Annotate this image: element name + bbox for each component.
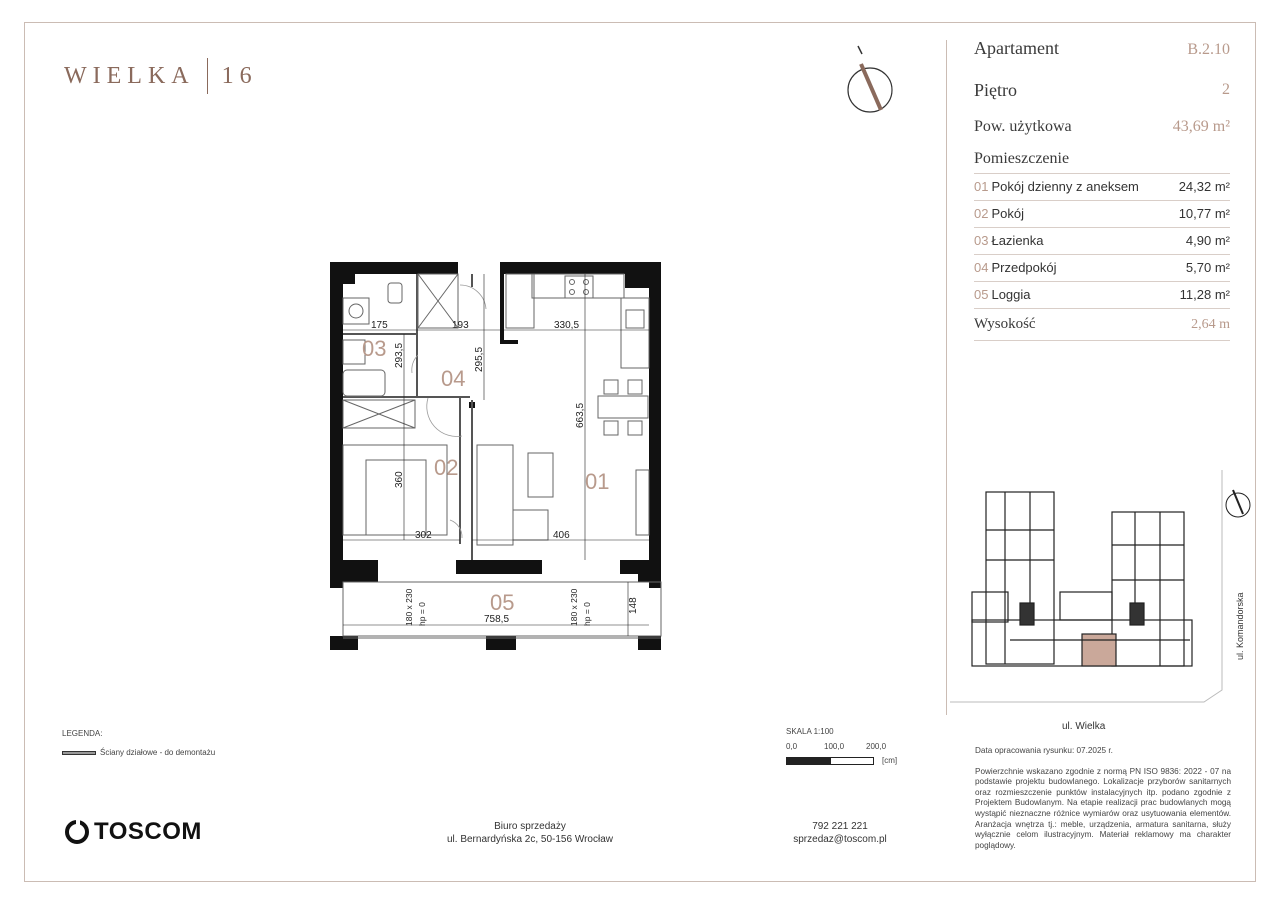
area-label: Pow. użytkowa bbox=[974, 118, 1072, 135]
door-size-label: 180 x 230 bbox=[404, 588, 414, 626]
sales-office bbox=[420, 820, 640, 846]
room-number: 05 bbox=[974, 287, 989, 302]
brand-number: 16 bbox=[221, 62, 258, 89]
room-area: 11,28 m² bbox=[1179, 287, 1230, 302]
dim-label: 293,5 bbox=[394, 342, 405, 368]
area-value: 43,69 m² bbox=[1172, 118, 1230, 135]
street-label-bottom: ul. Wielka bbox=[1062, 721, 1106, 732]
room-label-05: 05 bbox=[490, 590, 515, 615]
dim-label: 360 bbox=[394, 471, 405, 488]
door-swings bbox=[412, 285, 486, 538]
room-number: 03 bbox=[974, 233, 989, 248]
apartment-highlight bbox=[1082, 634, 1116, 666]
legend-swatch bbox=[62, 751, 96, 755]
scale-tick: 200,0 bbox=[866, 742, 887, 751]
dim-label: 663,5 bbox=[575, 402, 586, 428]
door-threshold-label: hp = 0 bbox=[582, 602, 592, 626]
scale-graphic bbox=[786, 756, 916, 765]
height-value: 2,64 m bbox=[1191, 316, 1230, 332]
room-label-04: 04 bbox=[441, 366, 466, 391]
notes bbox=[975, 746, 1231, 851]
brand-name: WIELKA bbox=[64, 62, 195, 89]
dim-label: 330,5 bbox=[554, 320, 580, 331]
dim-label: 302 bbox=[415, 530, 432, 541]
scale-title: SKALA 1:100 bbox=[786, 727, 834, 736]
street-label-right: ul. Komandorska bbox=[1235, 592, 1245, 660]
door-threshold-label: hp = 0 bbox=[417, 602, 427, 626]
dim-label: 175 bbox=[371, 320, 388, 331]
room-name: Pokój bbox=[991, 206, 1024, 221]
disclaimer: Powierzchnie wskazano zgodnie z normą PN ISO 9836: 2022 - 07 na podstawie projektu budowlanego. Lokalizacje przyborów sanitarnych oraz rozmieszczenie punktów instalacyjnych itp. podano zgodnie z Projektem Budowlanym. Na etapie realizacji prac budowlanych mogą wystąpić nieznaczne różnice wymiarów oraz usytuowania elementów. Aranżacja wnętrza tj.: meble, urządzenia, armatura sanitarna, służy wyłącznie celom ilustracyjnym. Materiał reklamowy ma charakter poglądowy. bbox=[975, 766, 1231, 850]
scale-bar bbox=[786, 727, 916, 765]
apartment-id: B.2.10 bbox=[1187, 41, 1230, 58]
scale-tick: 100,0 bbox=[824, 742, 845, 751]
room-label-03: 03 bbox=[362, 336, 387, 361]
room-number: 01 bbox=[974, 179, 989, 194]
office-address: ul. Bernardyńska 2c, 50-156 Wrocław bbox=[446, 834, 613, 845]
room-area: 24,32 m² bbox=[1178, 179, 1230, 194]
phone-link[interactable]: 792 221 221 bbox=[812, 821, 868, 832]
company-logo bbox=[64, 818, 202, 846]
toscom-icon bbox=[64, 819, 90, 845]
room-area: 4,90 m² bbox=[1185, 233, 1230, 248]
room-label-01: 01 bbox=[585, 469, 610, 494]
floor-value: 2 bbox=[1222, 81, 1230, 98]
legend-title: LEGENDA: bbox=[62, 729, 103, 738]
scale-unit: [cm] bbox=[882, 756, 898, 765]
email-link[interactable]: sprzedaz@toscom.pl bbox=[793, 834, 887, 845]
drawing-date: Data opracowania rysunku: 07.2025 r. bbox=[975, 746, 1113, 755]
office-title: Biuro sprzedaży bbox=[494, 821, 566, 832]
dim-label: 193 bbox=[452, 320, 469, 331]
site-plan bbox=[950, 470, 1250, 702]
rooms-label: Pomieszczenie bbox=[974, 149, 1070, 167]
dim-label: 295,5 bbox=[474, 346, 485, 372]
scale-segment bbox=[786, 757, 830, 765]
room-number: 02 bbox=[974, 206, 989, 221]
dim-label: 148 bbox=[628, 597, 639, 614]
apartment-label: Apartament bbox=[974, 38, 1059, 58]
interior-walls bbox=[343, 274, 472, 560]
dim-label: 758,5 bbox=[484, 614, 510, 625]
scale-tick: 0,0 bbox=[786, 742, 798, 751]
room-area: 10,77 m² bbox=[1178, 206, 1230, 221]
legend-item bbox=[62, 748, 215, 757]
contact-info bbox=[780, 820, 900, 846]
legend bbox=[62, 729, 215, 757]
room-name: Łazienka bbox=[991, 233, 1044, 248]
door-size-label: 180 x 230 bbox=[569, 588, 579, 626]
room-name: Loggia bbox=[991, 287, 1031, 302]
legend-item-label: Ściany działowe - do demontażu bbox=[100, 748, 216, 757]
room-area: 5,70 m² bbox=[1185, 260, 1230, 275]
floor-label: Piętro bbox=[974, 79, 1017, 100]
scale-ticks bbox=[786, 742, 916, 756]
room-label-02: 02 bbox=[434, 455, 459, 480]
height-label: Wysokość bbox=[974, 316, 1036, 332]
room-name: Pokój dzienny z aneksem bbox=[991, 179, 1139, 194]
room-name: Przedpokój bbox=[991, 260, 1057, 275]
room-number: 04 bbox=[974, 260, 989, 275]
scale-segment bbox=[830, 757, 874, 765]
dim-label: 406 bbox=[553, 530, 570, 541]
company-name: TOSCOM bbox=[94, 818, 202, 845]
